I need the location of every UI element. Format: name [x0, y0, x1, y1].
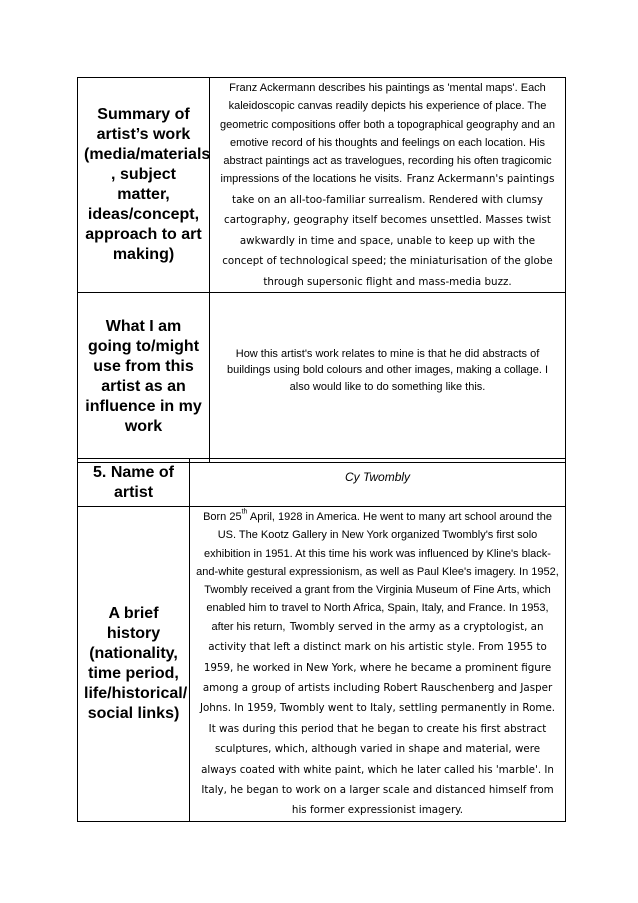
history-text-b: Twombly served in the army as a cryptologist, an activity that left a distinct mark on his artistic style. From 1955 to 1959, he worked in New York, where he became a prominent figure among a group of artists including Robert Rauschenberg and Jasper Johns. In 1959, Twombly went to Italy, settling permanently in Rome. It was during this period that he began to create his first abstract sculptures, which, although varied in shape and material, were always coated with white paint, which he later called his 'marble'. In Italy, he began to work on a larger scale and distanced himself from his former expressionist imagery. [199, 620, 556, 817]
history-born-prefix: Born 25 [203, 511, 242, 523]
influence-row [78, 292, 566, 462]
artist-name-row [78, 459, 566, 507]
cy-twombly-table [77, 458, 566, 822]
summary-label: Summary of artist’s work (media/materials , subject matter, ideas/concept, approach to art making) [78, 78, 210, 293]
history-label: A brief history (nationality, time period, life/historical/ social links) [78, 507, 190, 822]
history-row [78, 507, 566, 822]
artist-name-cell [190, 459, 566, 507]
artist-name: Cy Twombly [344, 469, 411, 484]
history-text-a: April, 1928 in America. He went to many art school around the US. The Kootz Gallery in New York organized Twombly's first solo exhibition in 1951. At this time his work was influenced by Kline's black-and-white gestural expressionism, as well as Paul Klee's imagery. In 1952, Twombly received a grant from the Virginia Museum of Fine Arts, which enabled him to travel to North Africa, Spain, Italy, and France. In 1953, after his return, [196, 511, 559, 633]
summary-text-a: Franz Ackermann describes his paintings as 'mental maps'. Each kaleidoscopic canvas readily depicts his experience of place. The geometric compositions offer both a topographical geography and an emotive record of his thoughts and feelings on each location. His abstract paintings act as travelogues, recording his often tragicomic impressions of the locations he visits. [220, 82, 555, 186]
influence-label: What I am going to/might use from this artist as an influence in my work [78, 292, 210, 462]
franz-ackermann-table [77, 77, 566, 463]
summary-text-b: Franz Ackermann's paintings take on an all-too-familiar surrealism. Rendered with clumsy cartography, geography itself becomes unsettled. Masses twist awkwardly in time and space, unable to keep up with the concept of technological speed; the miniaturisation of the globe through supersonic flight and mass-media buzz. [222, 173, 555, 288]
influence-text: How this artist's work relates to mine is that he did abstracts of buildings using bold colours and other images, making a collage. I also would like to do something like this. [226, 347, 549, 393]
influence-cell [210, 292, 566, 462]
summary-cell [210, 78, 566, 293]
history-born-sup: th [241, 508, 248, 516]
summary-row [78, 78, 566, 293]
artist-name-label: 5. Name of artist [78, 459, 190, 507]
history-cell [190, 507, 566, 822]
